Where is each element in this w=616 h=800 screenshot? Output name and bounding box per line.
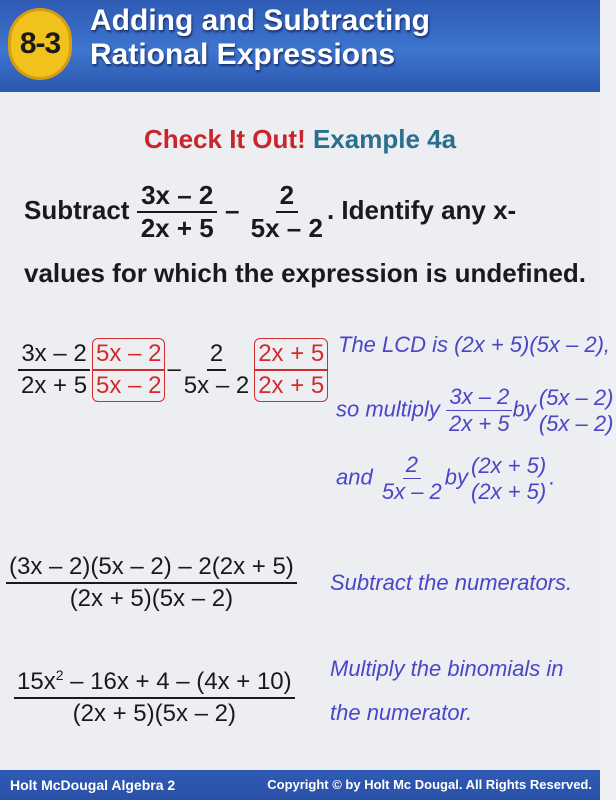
- fraction-numerator: 2x + 5: [255, 339, 327, 371]
- footer-course: Holt McDougal Algebra 2: [10, 777, 176, 793]
- lesson-number: 8-3: [19, 27, 61, 60]
- slide-title-line1: Adding and Subtracting: [90, 4, 430, 37]
- slide-footer: [0, 770, 600, 800]
- step1-expression: [18, 338, 330, 402]
- step2-fraction: [6, 552, 297, 614]
- step1-multiplier-2: [254, 338, 328, 402]
- multiply-binomials-note-line1: Multiply the binomials in: [330, 656, 564, 681]
- step3-fraction: [14, 660, 295, 729]
- fraction-denominator: (5x – 2): [538, 410, 614, 436]
- numerator-rest: – 16x + 4 – (4x + 10): [63, 668, 292, 695]
- fraction-denominator: (2x + 5)(5x – 2): [72, 700, 237, 727]
- fraction-numerator: (3x – 2)(5x – 2) – 2(2x + 5): [6, 552, 297, 584]
- by-text: by: [444, 464, 469, 490]
- and-text: and: [336, 464, 373, 490]
- step1-minus: –: [167, 355, 181, 383]
- fraction-numerator: 2: [207, 339, 226, 371]
- fraction-numerator: 3x – 2: [18, 339, 89, 371]
- note-fraction-4: [468, 453, 549, 505]
- problem-fraction-1: [137, 180, 218, 244]
- multiply-note-line: [336, 384, 616, 437]
- lesson-number-badge: [8, 8, 72, 80]
- step3-expression: [14, 660, 295, 729]
- step2-expression: [6, 552, 297, 614]
- fraction-numerator: 2: [276, 180, 298, 213]
- fraction-numerator: (2x + 5): [471, 452, 547, 478]
- fraction-denominator: 5x – 2: [381, 479, 442, 504]
- slide-header: [0, 0, 600, 92]
- problem-statement-line2: values for which the expression is undefined.: [24, 258, 587, 288]
- numerator-term: 15x: [17, 668, 56, 695]
- exponent: 2: [55, 667, 64, 683]
- fraction-denominator: 5x – 2: [183, 372, 250, 399]
- so-multiply-text: so multiply: [336, 396, 440, 422]
- example-label: Example 4a: [312, 124, 457, 154]
- problem-suffix: . Identify any x-: [326, 194, 517, 225]
- step1-fraction-1: [18, 339, 90, 401]
- fraction-numerator: [14, 660, 295, 699]
- step1-fraction-2: [181, 339, 252, 401]
- problem-operator: –: [224, 194, 240, 225]
- check-it-out-heading: [0, 124, 600, 155]
- fraction-denominator: 2x + 5: [140, 213, 214, 243]
- problem-statement-line1: [24, 180, 516, 244]
- footer-copyright: Copyright © by Holt Mc Dougal. All Rights Reserved.: [267, 777, 592, 792]
- fraction-denominator: 5x – 2: [250, 213, 323, 243]
- slide-title-line2: Rational Expressions: [90, 38, 396, 71]
- problem-fraction-2: [247, 180, 327, 244]
- and-note-line: [336, 452, 555, 505]
- slide-title: [90, 4, 430, 72]
- fraction-denominator: 2x + 5: [258, 372, 325, 399]
- by-text: by: [512, 396, 536, 422]
- fraction-numerator: 3x – 2: [137, 180, 217, 213]
- fraction-denominator: (2x + 5)(5x – 2): [69, 585, 234, 612]
- step1-multiplier-1: [92, 338, 165, 402]
- note-fraction-2: [536, 385, 616, 437]
- problem-prefix: Subtract: [24, 194, 130, 225]
- lcd-note: The LCD is (2x + 5)(5x – 2),: [338, 332, 611, 357]
- fraction-denominator: (2x + 5): [471, 478, 547, 504]
- subtract-numerators-note: Subtract the numerators.: [330, 570, 573, 595]
- fraction-numerator: (5x – 2): [538, 384, 614, 410]
- fraction-denominator: 5x – 2: [96, 372, 162, 399]
- fraction-numerator: 3x – 2: [446, 384, 512, 411]
- check-it-out-label: Check It Out!: [143, 124, 306, 154]
- note-fraction-1: [446, 384, 513, 437]
- note-fraction-3: [379, 452, 445, 505]
- note-period: .: [549, 464, 556, 490]
- fraction-denominator: 2x + 5: [21, 372, 88, 399]
- fraction-numerator: 5x – 2: [93, 339, 164, 371]
- fraction-denominator: 2x + 5: [449, 411, 510, 436]
- multiply-binomials-note-line2: the numerator.: [330, 700, 473, 725]
- fraction-numerator: 2: [403, 452, 421, 479]
